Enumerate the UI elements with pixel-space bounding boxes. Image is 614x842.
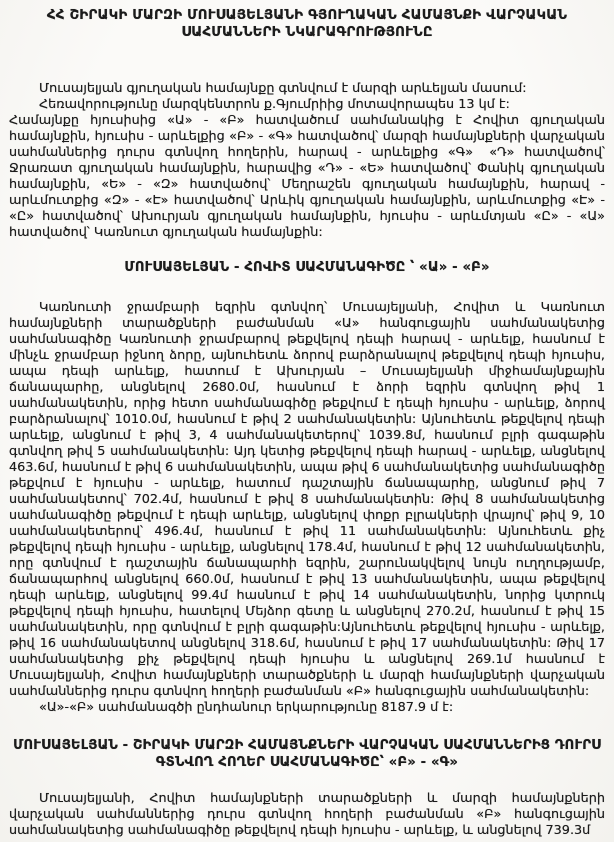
section-heading-ab: ՄՈՒՍԱՅԵԼՅԱՆ - ՀՈՎԻՏ ՍԱՀՄԱՆԱԳԻԾԸ ՝ «Ա» - «Բ» [124,260,490,275]
document-title: ՀՀ ՇԻՐԱԿԻ ՄԱՐԶԻ ՄՈՒՍԱՅԵԼՅԱՆԻ ԳՅՈՒՂԱԿԱՆ ՀԱՄԱՅՆՔԻ ՎԱՐՉԱԿԱՆ ՍԱՀՄԱՆՆԵՐԻ ՆԿԱՐԱԳՐՈՒԹՅՈՒՆԸ [46,8,568,40]
intro-neighbors-paragraph: Համայնքը հյուսիսից «Ա» - «Բ» հատվածում սահմանակից է Հովիտ գյուղական համայնքին, հյուսիս - արևելքից «Բ» - «Գ» հատվածով՝ մարզի համայնքների վարչական սահմաններից դուրս գտնվող հողերին, հարավ - արևելքից «Գ» «Դ» հատվածով՝ Ջրառատ գյուղական համայնքին, հարավից «Դ» - «Ե» հատվածով՝ Փանիկ գյուղական համայնքին, «Ե» - «Զ» հատվածով՝ Մեղրաշեն գյուղական համայնքին, հարավ - արևմուտքից «Զ» - «Է» հատվածով՝ Արևիկ գյուղական համայնքին, արևմուտքից «Է» - «Ը» հատվածով՝ Ախուրյան գյուղական համայնքին, հյուսիս - արևմտյան «Ը» - «Ա» հատվածով՝ Կառնուտ գյուղական համայնքին: [9,113,605,240]
intro-distance-line: Հեռավորությունը մարզկենտրոն ք.Գյումրիից մոտավորապես 13 կմ է: [39,97,510,112]
section-ab-body-paragraph: Կառնուտի ջրամբարի եզրին գտնվող՝ Մուսայելյանի, Հովիտ և Կառնուտ համայնքների տարածքների բաժանման «Ա» հանգուցային սահմանակետից սահմանագիծը Կառնուտի ջրամբարով թեքվելով դեպի հարավ - արևելք, հասնում է մինչև ջրամբար իջնող ձորը, այնուհետև ձորով բարձրանալով թեքվելով դեպի հյուսիս, ապա դեպի արևելք, հատում է Ախուրյան – Մուսայելյանի միջհամայնքային ճանապարհը, անցնելով 2680.0մ, հասնում է ձորի եզրին գտնվող թիվ 1 սահմանակետին, որից հետո սահմանագիծը թեքվում է դեպի հյուսիս - արևելք, ձորով բարձրանալով՝ 1010.0մ, հասնում է թիվ 2 սահմանակետին: Այնուհետև թեքվելով դեպի արևելք, անցնում է թիվ 3, 4 սահմանակետերով՝ 1039.8մ, հասնում բլրի գագաթին գտնվող թիվ 5 սահմանակետին: Այդ կետից թեքվելով դեպի հարավ - արևելք, անցնելով 463.6մ, հասնում է թիվ 6 սահմանակետին, ապա թիվ 6 սահմանակետից սահմանագիծը թեքվում է հյուսիս - արևելք, հատում դաշտային ճանապարհը, անցնում թիվ 7 սահմանակետով՝ 702.4մ, հասնում է թիվ 8 սահմանակետին: Թիվ 8 սահմանակետից սահմանագիծը թեքվում է դեպի արևելք, անցնելով փոքր բլրակների վրայով՝ թիվ 9, 10 սահմանակետերով՝ 496.4մ, հասնում է թիվ 11 սահմանակետին: Այնուհետև քիչ թեքվելով դեպի հյուսիս - արևելք, անցնելով 178.4մ, հասնում է թիվ 12 սահմանակետին, որը գտնվում է դաշտային ճանապարհի եզրին, շարունակվելով նույն ուղղությամբ, ճանապարհով անցնելով 660.0մ, հասնում է թիվ 13 սահմանակետին, ապա թեքվելով դեպի արևելք, անցնելով 99.4մ հասնում է թիվ 14 սահմանակետին, նորից կտրուկ թեքվելով դեպի հյուսիս, հատելով Մեյձոր գետը և անցնելով 270.2մ, հասնում է թիվ 15 սահմանակետին, որը գտնվում է բլրի գագաթին:Այնուհետև թեքվելով հյուսիս - արևելք, թիվ 16 սահմանակետով անցնելով 318.6մ, հասնում է թիվ 17 սահմանակետին: Թիվ 17 սահմանակետից քիչ թեքվելով դեպի հյուսիս և անցնելով 269.1մ հասնում է Մուսայելյանի, Հովիտ համայնքների տարածքների և մարզի համայնքների վարչական սահմաններից դուրս գտնվող հողերի բաժանման «Բ» հանգուցային սահմանակետին: [9,300,605,699]
section-ab-total-length-line: «Ա»-«Բ» սահմանագծի ընդհանուր երկարությունը 8187.9 մ է: [39,700,454,715]
intro-location-line: Մուսայելյան գյուղական համայնքը գտնվում է մարզի արևելյան մասում: [39,81,527,96]
section-bg-body-paragraph: Մուսայելյանի, Հովիտ համայնքների տարածքների և մարզի համայնքների վարչական սահմաններից դուրս գտնվող հողերի բաժանման «Բ» հանգուցային սահմանակետից սահմանագիծը թեքվելով դեպի հյուսիս - արևելք, և անցնելով 739.3մ [9,791,605,838]
section-heading-bg: ՄՈՒՍԱՅԵԼՅԱՆ - ՇԻՐԱԿԻ ՄԱՐԶԻ ՀԱՄԱՅՆՔՆԵՐԻ ՎԱՐՉԱԿԱՆ ՍԱՀՄԱՆՆԵՐԻՑ ԴՈՒՐՍ ԳՏՆՎՈՂ ՀՈՂԵՐ ՍԱՀՄԱՆԱԳԻԾԸ՝ «Բ» - «Գ» [13,738,601,770]
